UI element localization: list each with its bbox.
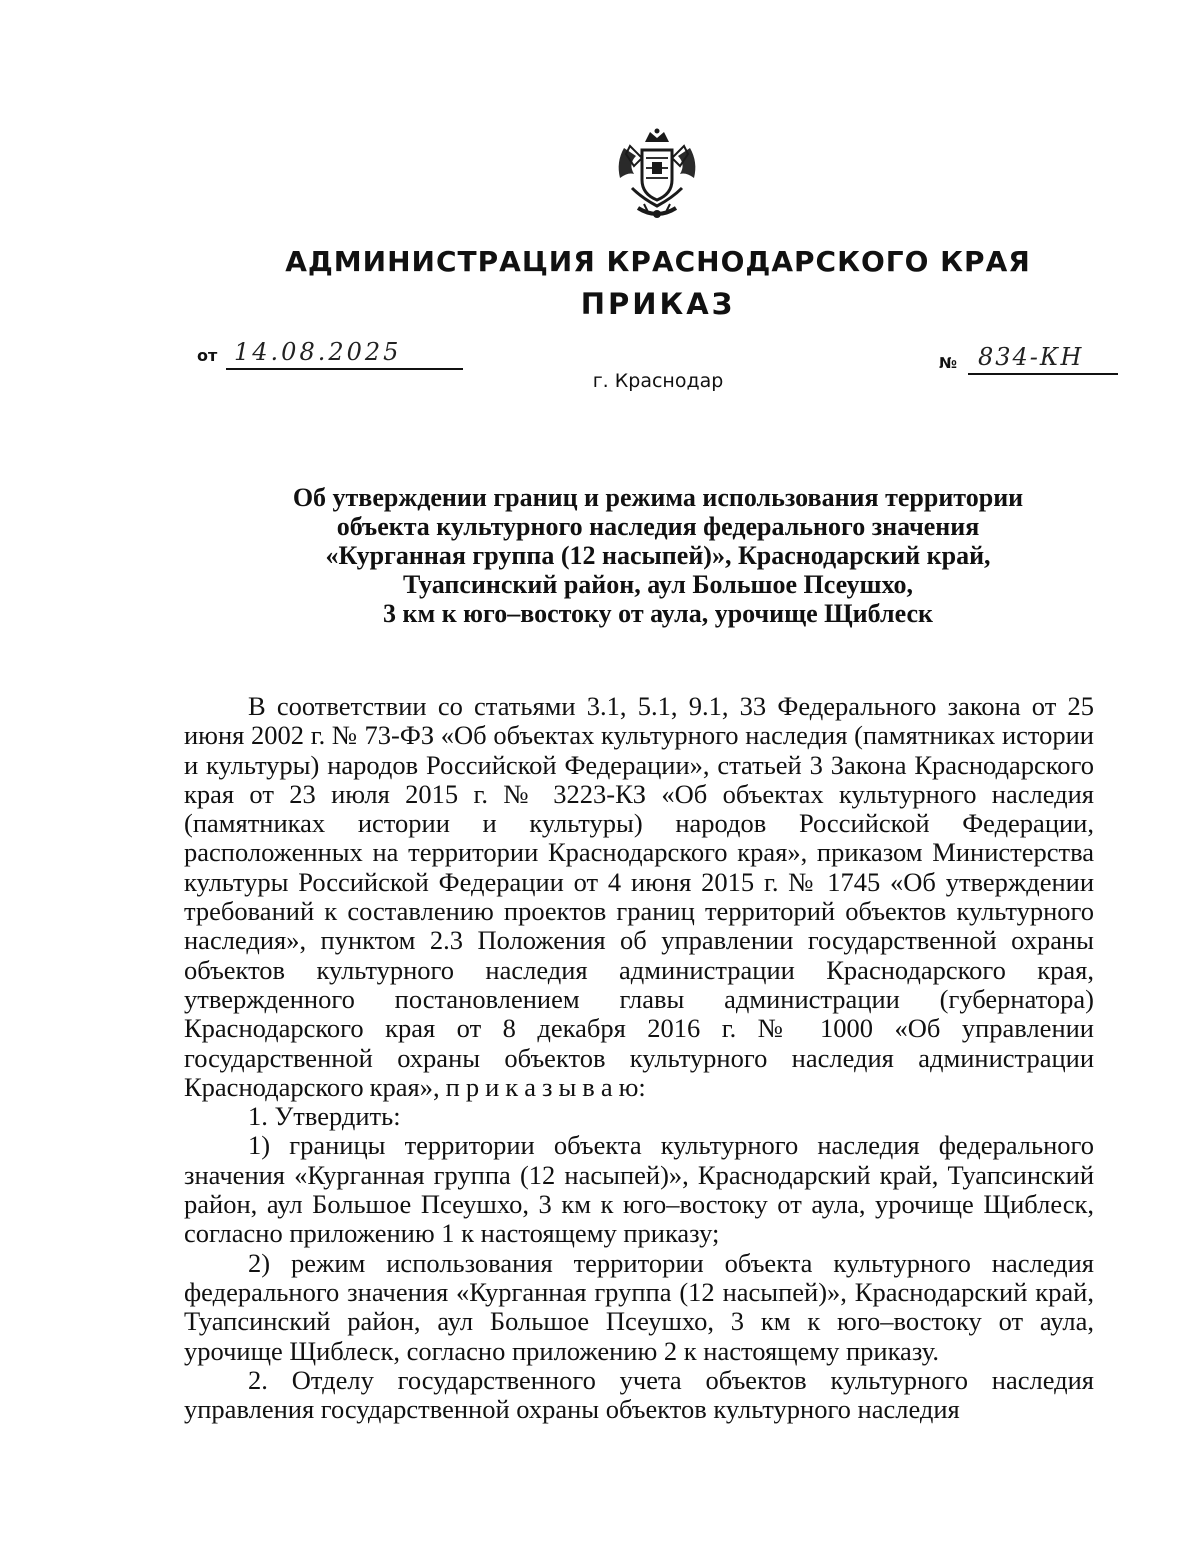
- number-label: №: [939, 354, 958, 372]
- date-value: 14.08.2025: [234, 338, 402, 366]
- title-line: объекта культурного наследия федерального значения: [336, 512, 980, 541]
- city: г. Краснодар: [592, 370, 724, 392]
- title-line: Об утверждении границ и режима использования территории: [292, 483, 1024, 512]
- document-body: [184, 692, 1094, 1424]
- number-value: 834-КН: [978, 343, 1084, 371]
- item-1-2: 2) режим использования территории объекта культурного наследия федерального значения «Курганная группа (12 насыпей)», Краснодарский край, Туапсинский район, аул Большое Псеушхо, 3 км к юго–востоку от аула, урочище Щиблеск, согласно приложению 2 к настоящему приказу.: [184, 1247, 1094, 1366]
- item-2: 2. Отделу государственного учета объектов культурного наследия управления государственной охраны объектов культурного наследия: [184, 1364, 1094, 1425]
- title-line: 3 км к юго–востоку от аула, урочище Щиблеск: [383, 599, 933, 628]
- document-type: ПРИКАЗ: [580, 287, 736, 321]
- title-line: «Курганная группа (12 насыпей)», Краснодарский край,: [325, 541, 991, 570]
- preamble-paragraph: В соответствии со статьями 3.1, 5.1, 9.1, 33 Федерального закона от 25 июня 2002 г. № 73-ФЗ «Об объектах культурного наследия (памятниках истории и культуры) народов Российской Федерации», статьей 3 Закона Краснодарского края от 23 июля 2015 г. № 3223-КЗ «Об объектах культурного наследия (памятниках истории и культуры) народов Российской Федерации, расположенных на территории Краснодарского края», приказом Министерства культуры Российской Федерации от 4 июня 2015 г. № 1745 «Об утверждении требований к составлению проектов границ территорий объектов культурного наследия», пунктом 2.3 Положения об управлении государственной охраны объектов культурного наследия администрации Краснодарского края, утвержденного постановлением главы администрации (губернатора) Краснодарского края от 8 декабря 2016 г. № 1000 «Об управлении государственной охраны объектов культурного наследия администрации Краснодарского края», п р и к а з ы в а ю:: [184, 691, 1094, 1102]
- document-title: [140, 483, 1176, 628]
- date-label: от: [197, 346, 218, 365]
- organization-name: АДМИНИСТРАЦИЯ КРАСНОДАРСКОГО КРАЯ: [285, 245, 1031, 278]
- coat-of-arms-icon: [612, 128, 702, 223]
- item-1: 1. Утвердить:: [248, 1101, 401, 1132]
- title-line: Туапсинский район, аул Большое Псеушхо,: [403, 570, 913, 599]
- item-1-1: 1) границы территории объекта культурного наследия федерального значения «Курганная группа (12 насыпей)», Краснодарский край, Туапсинский район, аул Большое Псеушхо, 3 км к юго–востоку от аула, урочище Щиблеск, согласно приложению 1 к настоящему приказу;: [184, 1130, 1094, 1249]
